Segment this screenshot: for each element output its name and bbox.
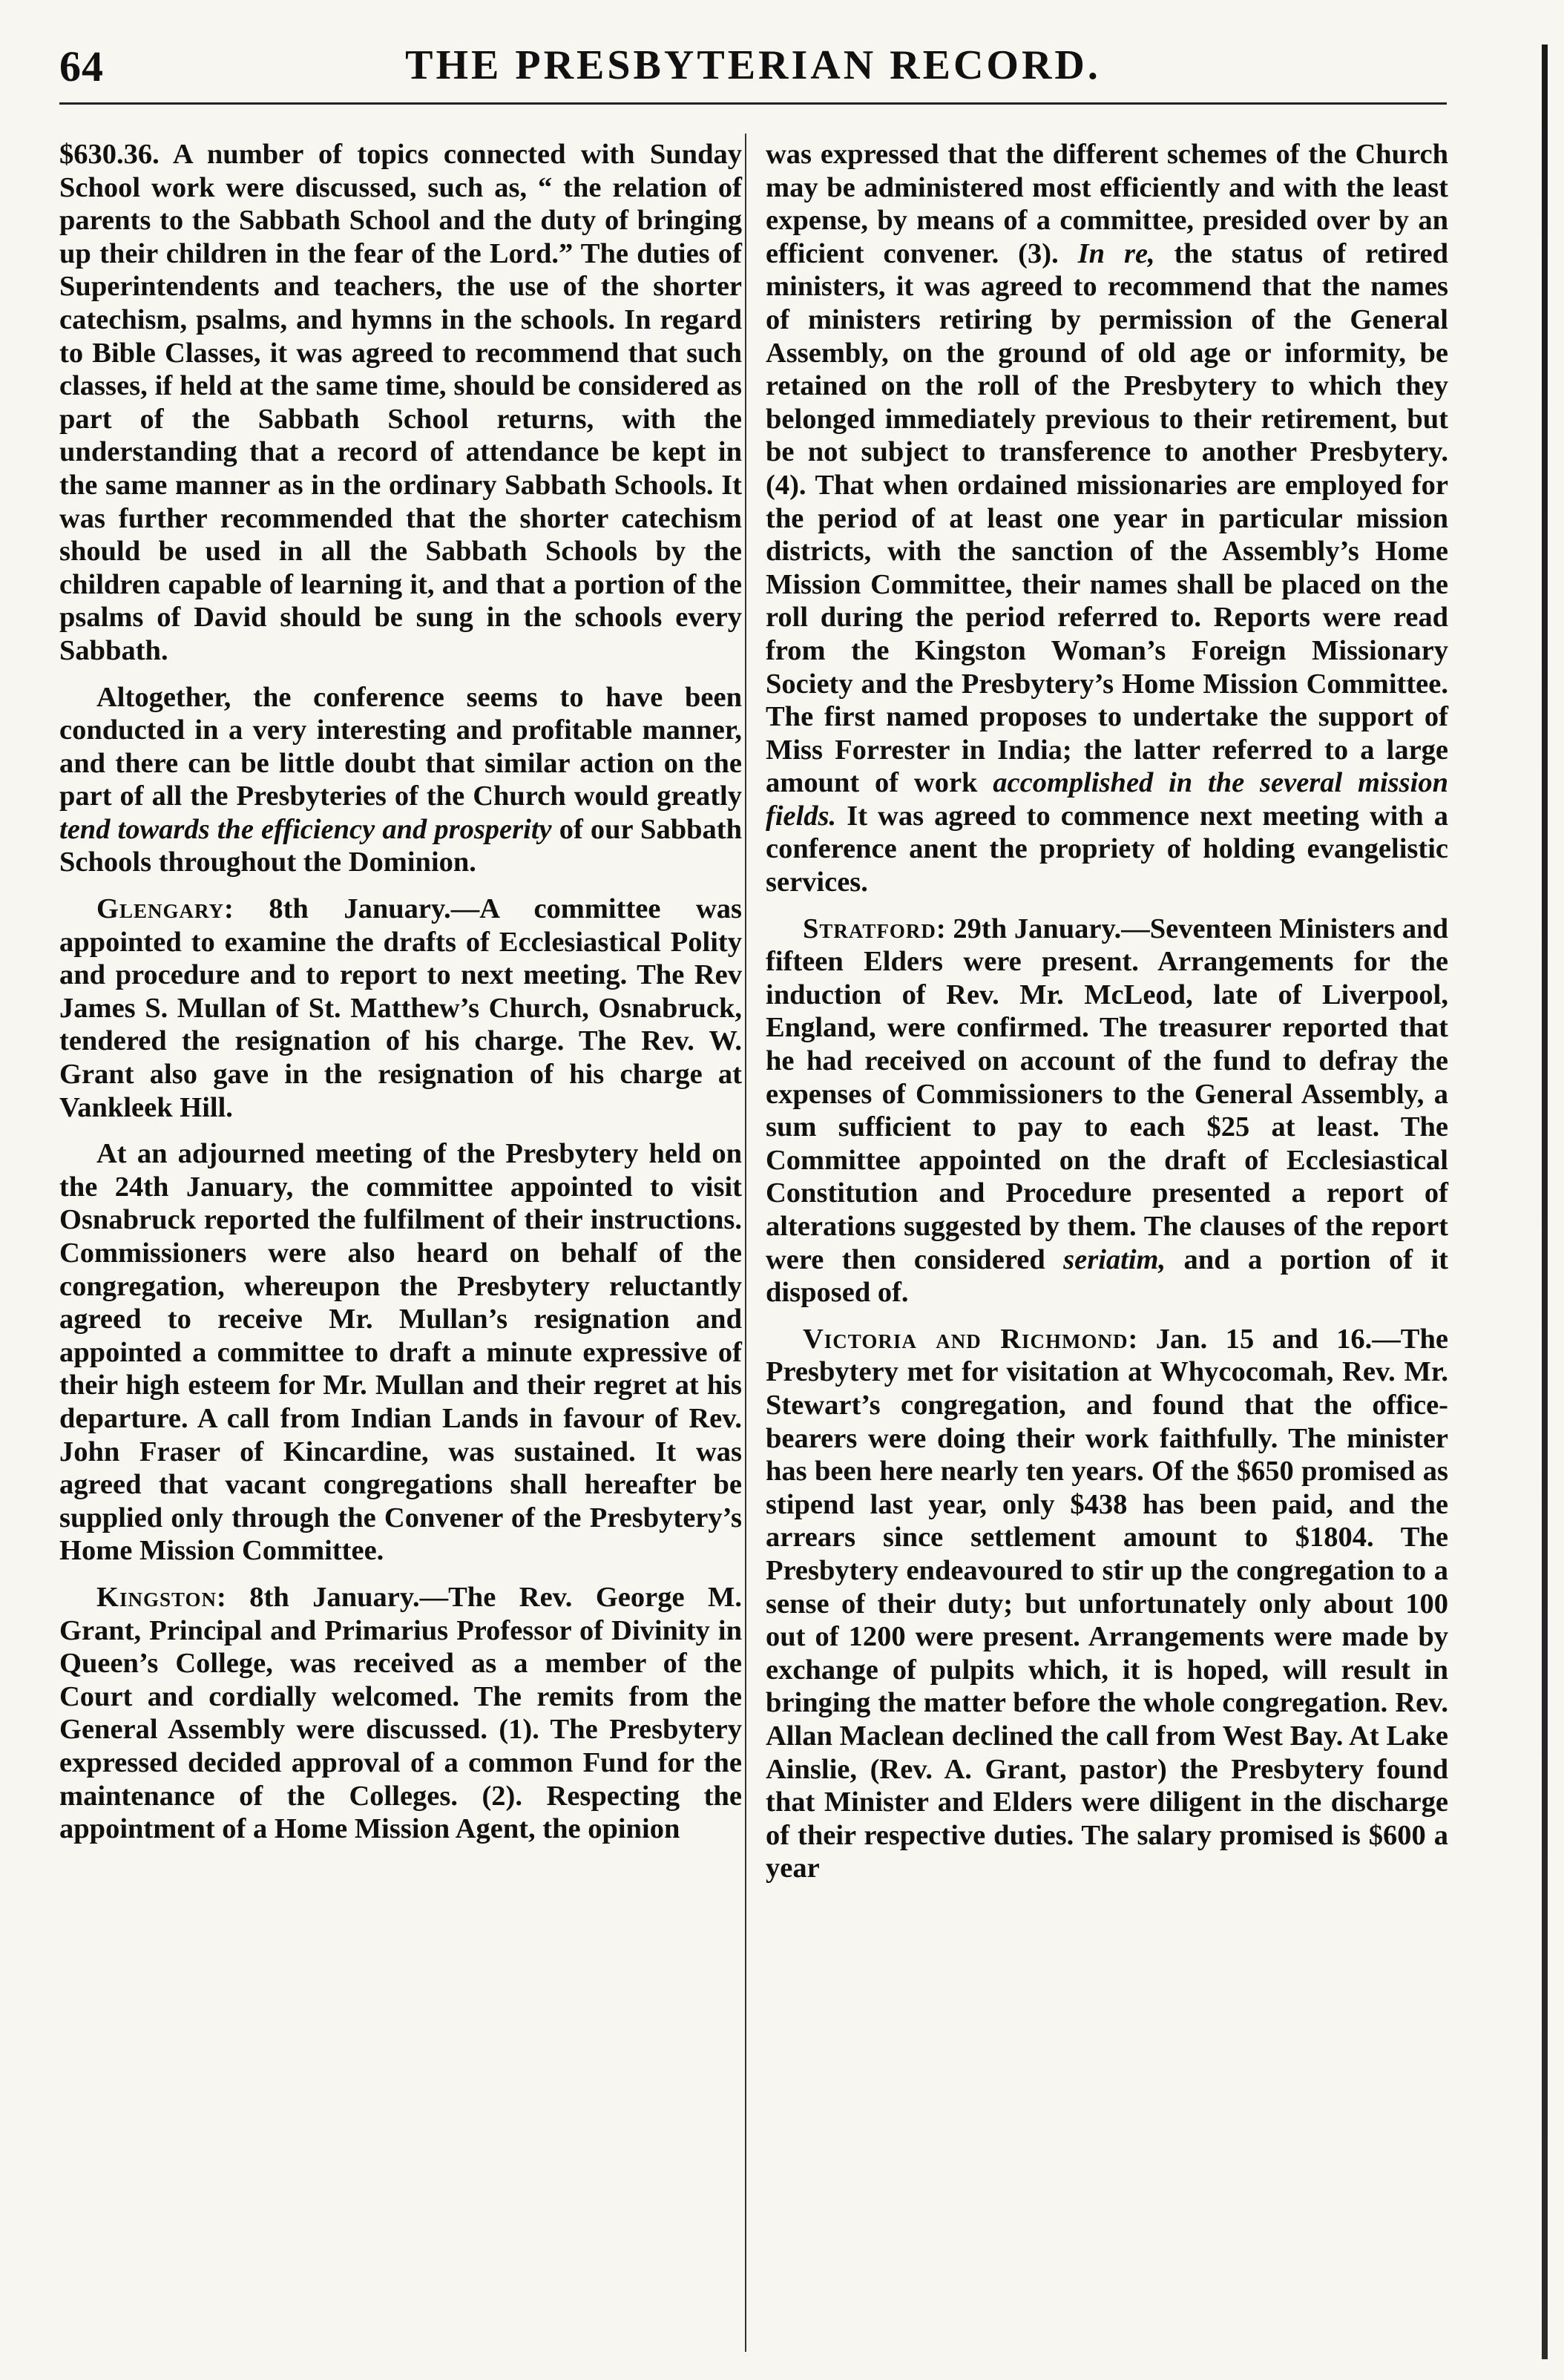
column-divider [745, 134, 746, 2352]
page-number: 64 [59, 42, 104, 91]
kingston-continued: was expressed that the different schemes of the Church may be administered most efficiently and with the least expense, by means of a committee, presided over by an efficient convener. (3). In re, the status of retired ministers, it was agreed to recommend that the names of ministers retiring by permission of the General Assembly, on the ground of old age or informity, be retained on the roll of the Presbytery to which they belonged immediately previous to their retirement, but be not subject to transference to another Presbytery. (4). That when ordained missionaries are employed for the period of at least one year in particular mission districts, with the sanction of the Assembly’s Home Mission Committee, their names shall be placed on the roll during the period referred to. Reports were read from the Kingston Woman’s Foreign Missionary Society and the Presbytery’s Home Mission Committee. The first named proposes to undertake the support of Miss Forrester in India; the latter referred to a large amount of work accomplished in the several mission fields. It was agreed to commence next meeting with a conference anent the propriety of holding evangelistic services. [766, 139, 1449, 898]
header-rule [59, 102, 1447, 105]
right-column [766, 138, 1448, 1899]
page-edge-shadow [1542, 45, 1548, 2359]
kingston-report: Kingston: 8th January.—The Rev. George M. Grant, Principal and Primarius Professor of Divinity in Queen’s College, was received as a member of the Court and cordially welcomed. The remits from the General Assembly were discussed. (1). The Presbytery expressed decided approval of a common Fund for the maintenance of the Colleges. (2). Respecting the appointment of a Home Mission Agent, the opinion [59, 1581, 742, 1845]
presbytery-name: Stratford [803, 913, 936, 944]
conference-paragraph: Altogether, the conference seems to have been conducted in a very interesting and profitable manner, and there can be little doubt that similar action on the part of all the Presbyteries of the Church would greatly tend towards the efficiency and prosperity of our Sabbath Schools throughout the Dominion. [59, 681, 743, 878]
adjourned-meeting-paragraph: At an adjourned meeting of the Presbytery held on the 24th January, the committee appointed to visit Osnabruck reported the fulfilment of their instructions. Commissioners were also heard on behalf of the congregation, whereupon the Presbytery reluctantly agreed to receive Mr. Mullan’s resignation and appointed a committee to draft a minute expressive of their high esteem for Mr. Mullan and their regret at his departure. A call from Indian Lands in favour of Rev. John Fraser of Kincardine, was sustained. It was agreed that vacant congregations shall hereafter be supplied only through the Convener of the Presbytery’s Home Mission Committee. [59, 1138, 742, 1567]
sunday-school-paragraph: $630.36. A number of topics connected with Sunday School work were discussed, such as, “ the relation of parents to the Sabbath School and the duty of bringing up their children in the fear of the Lord.” The duties of Superintendents and teachers, the use of the shorter catechism, psalms, and hymns in the schools. In regard to Bible Classes, it was agreed to recommend that such classes, if held at the same time, should be considered as part of the Sabbath School returns, with the understanding that a record of attendance be kept in the same manner as in the ordinary Sabbath Schools. It was further recommended that the shorter catechism should be used in all the Sabbath Schools by the children capable of learning it, and that a portion of the psalms of David should be sung in the schools every Sabbath. [59, 139, 742, 666]
stratford-report: Stratford: 29th January.—Seventeen Ministers and fifteen Elders were present. Arrangements for the induction of Rev. Mr. McLeod, late of Liverpool, England, were confirmed. The treasurer reported that he had received on account of the fund to defray the expenses of Commissioners to the General Assembly, a sum sufficient to pay to each $25 at least. The Committee appointed on the draft of Ecclesiastical Constitution and Procedure presented a report of alterations suggested by them. The clauses of the report were then considered seriatim, and a portion of it disposed of. [766, 913, 1448, 1309]
journal-title: THE PRESBYTERIAN RECORD. [405, 42, 1101, 88]
presbytery-name: Kingston [96, 1581, 217, 1613]
left-column [59, 138, 742, 1859]
page-header [59, 42, 1447, 101]
victoria-richmond-report: Victoria and Richmond: Jan. 15 and 16.—The Presbytery met for visitation at Whycocomah, Rev. Mr. Stewart’s congregation, and found that the office-bearers were doing their work faithfully. The minister has been here nearly ten years. Of the $650 promised as stipend last year, only $438 has been paid, and the arrears since settlement amount to $1804. The Presbytery endeavoured to stir up the congregation to a sense of their duty; but unfortunately only about 100 out of 1200 were present. Arrangements were made by exchange of pulpits which, it is hoped, will result in bringing the matter before the whole congregation. Rev. Allan Maclean declined the call from West Bay. At Lake Ainslie, (Rev. A. Grant, pastor) the Presbytery found that Minister and Elders were diligent in the discharge of their respective duties. The salary promised is $600 a year [766, 1323, 1448, 1884]
presbytery-name: Glengary [96, 893, 225, 925]
presbytery-name: Victoria and Richmond [803, 1323, 1128, 1355]
glengary-report: Glengary: 8th January.—A committee was appointed to examine the drafts of Ecclesiastical Polity and procedure and to report to next meeting. The Rev James S. Mullan of St. Matthew’s Church, Osnabruck, tendered the resignation of his charge. The Rev. W. Grant also gave in the resignation of his charge at Vankleek Hill. [59, 893, 742, 1123]
